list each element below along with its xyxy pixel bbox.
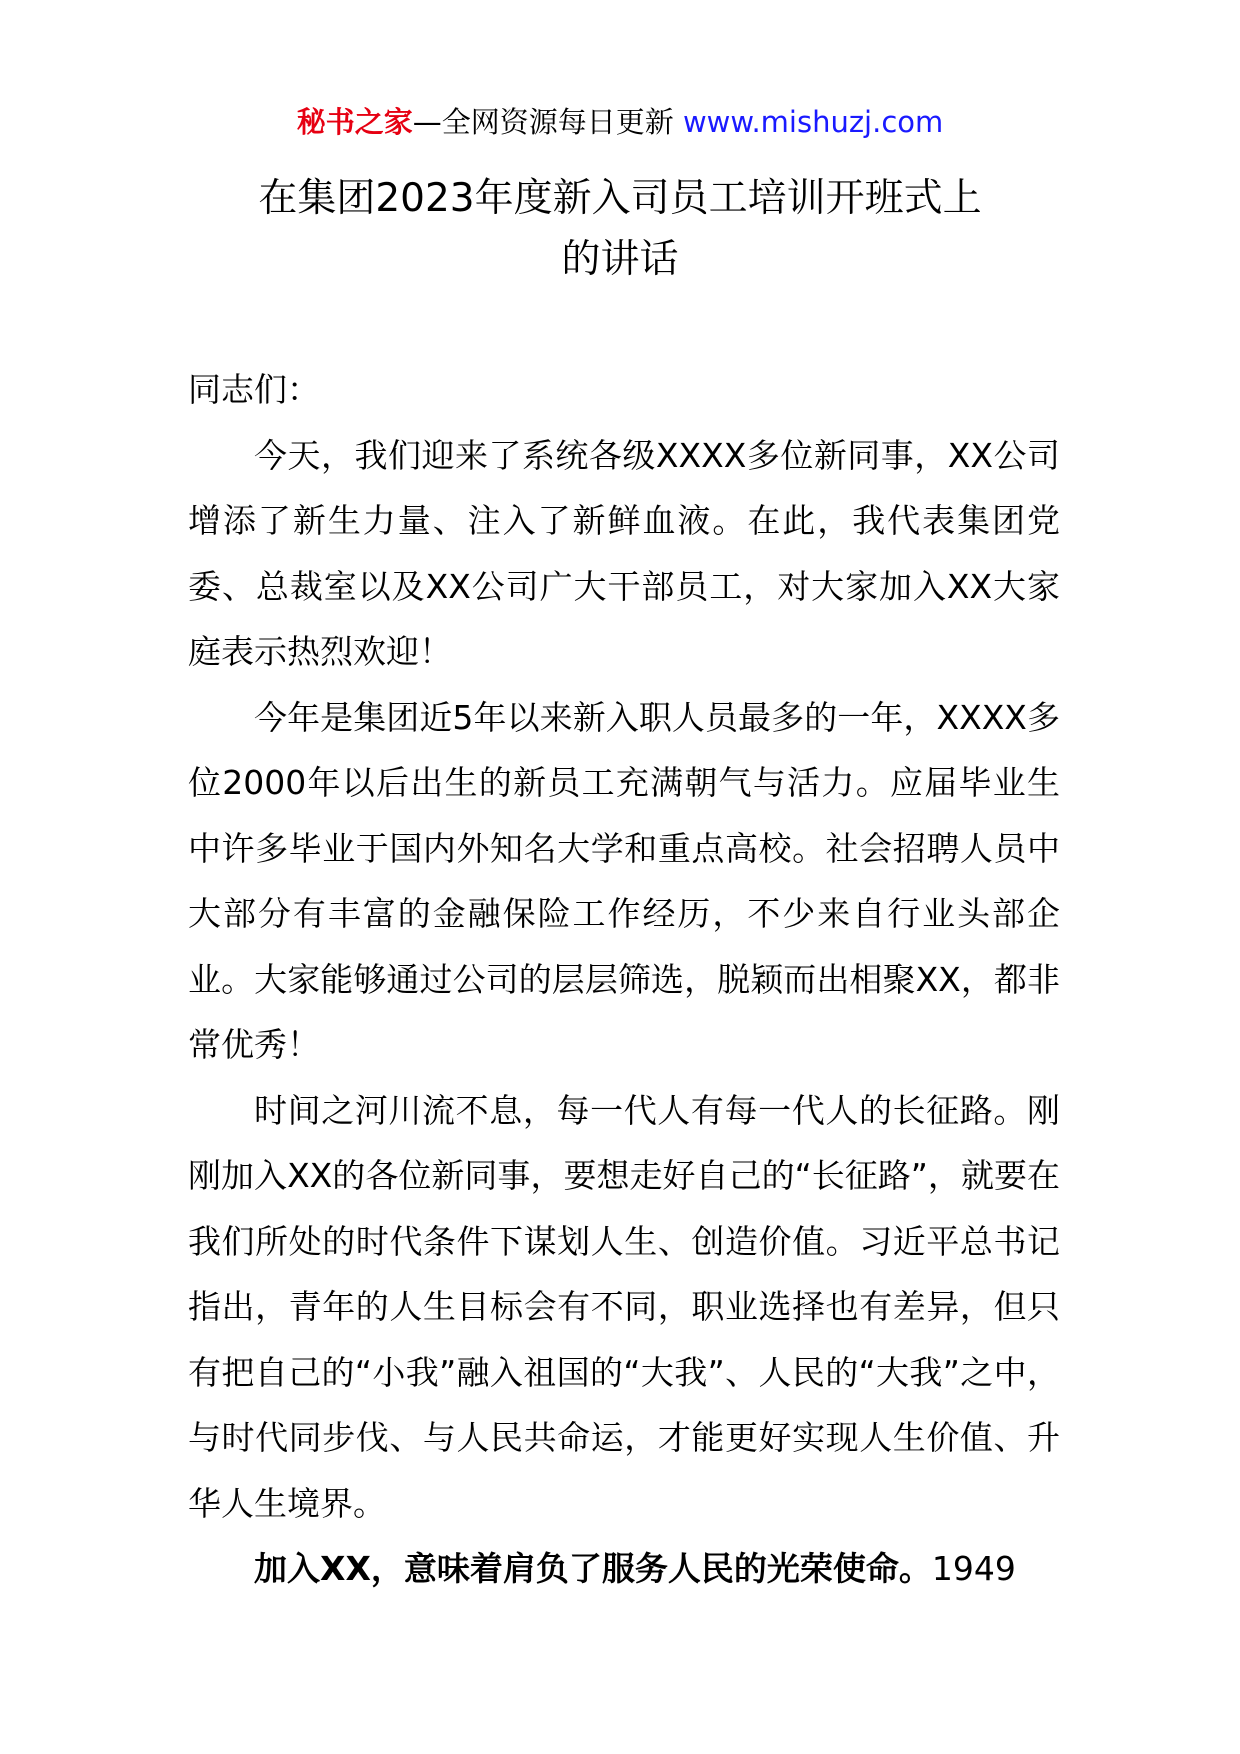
salutation: 同志们： [188,370,320,409]
site-banner [0,102,1240,142]
site-brand: 秘书之家 [296,105,413,139]
title-line-1: 在集团2023年度新入司员工培训开班式上 [258,176,982,221]
site-slogan: —全网资源每日更新 [412,105,683,139]
title-line-2: 的讲话 [561,237,679,282]
paragraph-1: 今天，我们迎来了系统各级XXXX多位新同事，XX公司增添了新生力量、注入了新鲜血液。在此，我代表集团党委、总裁室以及XX公司广大干部员工，对大家加入XX大家庭表示热烈欢迎！ [188,435,1060,671]
document-body [188,357,1060,1602]
document-title [0,168,1240,290]
paragraph-4-heading: 加入XX，意味着肩负了服务人民的光荣使命。 [254,1549,932,1588]
paragraph-3: 时间之河川流不息，每一代人有每一代人的长征路。刚刚加入XX的各位新同事，要想走好自己的“长征路”，就要在我们所处的时代条件下谋划人生、创造价值。习近平总书记指出，青年的人生目标会有不同，职业选择也有差异，但只有把自己的“小我”融入祖国的“大我”、人民的“大我”之中，与时代同步伐、与人民共命运，才能更好实现人生价值、升华人生境界。 [188,1090,1060,1523]
paragraph-4 [188,1536,1060,1602]
site-url-link[interactable]: www.mishuzj.com [682,105,944,139]
paragraph-4-text: 1949 [931,1549,1016,1588]
paragraph-2: 今年是集团近5年以来新入职人员最多的一年，XXXX多位2000年以后出生的新员工充满朝气与活力。应届毕业生中许多毕业于国内外知名大学和重点高校。社会招聘人员中大部分有丰富的金融保险工作经历，不少来自行业头部企业。大家能够通过公司的层层筛选，脱颖而出相聚XX，都非常优秀！ [188,697,1060,1064]
